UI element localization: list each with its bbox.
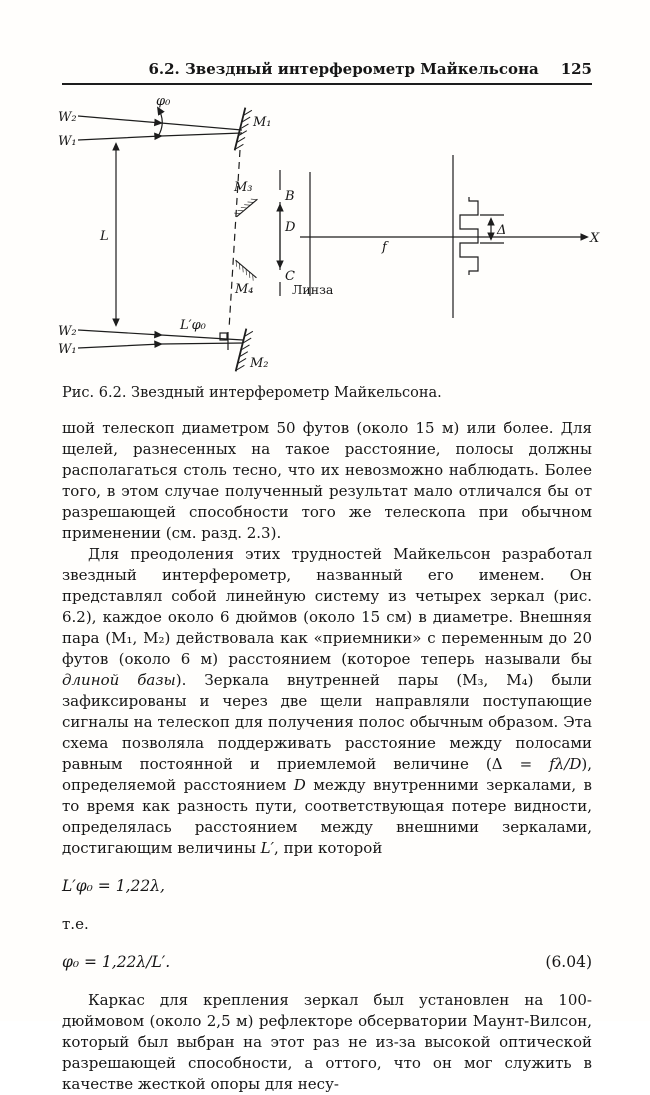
paragraph: Каркас для крепления зеркал был установлен на 100-дюймовом (около 2,5 м) рефлекторе обсерватории Маунт-Вилсон, который был выбран на этот раз не из-за высокой оптической разрешающей способности, а оттого, что он мог служить в качестве жесткой опоры для несу- bbox=[62, 991, 592, 1093]
page-number: 125 bbox=[560, 60, 592, 78]
label-x-axis: X bbox=[590, 231, 600, 246]
interferometer-diagram bbox=[56, 93, 600, 379]
running-head: 6.2. Звездный интерферометр Майкельсона bbox=[148, 60, 539, 78]
body-text bbox=[62, 418, 592, 1095]
ray-w1-top bbox=[78, 133, 242, 140]
label-f: f bbox=[382, 240, 387, 255]
equation-2-number: (6.04) bbox=[545, 953, 592, 971]
fringe-pattern bbox=[460, 197, 478, 275]
equation-2 bbox=[62, 952, 592, 973]
label-m4: M₄ bbox=[235, 282, 254, 297]
paragraph: шой телескоп диаметром 50 футов (около 15 м) или более. Для щелей, разнесенных на такое расстояние, полосы должны располагаться столь тесно, что их невозможно наблюдать. Более того, в этом случае полученный результат мало отличался бы от разрешающей способности того же телескопа при обычном применении (см. разд. 2.3). bbox=[62, 419, 592, 542]
ray-w1-bottom bbox=[78, 343, 243, 348]
label-lens: Линза bbox=[292, 282, 334, 297]
mirror-m4 bbox=[233, 260, 257, 281]
paragraph: Для преодоления этих трудностей Майкельсон разработал звездный интерферометр, названный его именем. Он представлял собой линейную систему из четырех зеркал (рис. 6.2), каждое около 6 дюймов (около 15 см) в диаметре. Внешняя пара (M₁, M₂) действовала как «приемники» с переменным до 20 футов (около 6 м) расстоянием (которое теперь называли бы длиной базы). Зеркала внутренней пары (M₃, M₄) были зафиксированы и через две щели направляли поступающие сигналы на телескоп для получения полос обычным образом. Эта схема позволяла поддерживать расстояние между полосами равным постоянной и приемлемой величине (Δ = fλ/D), определяемой расстоянием D между внутренними зеркалами, в то время как разность пути, соответствующая потере видности, определялась расстоянием между внешними зеркалами, достигающим величины L′, при которой bbox=[62, 545, 593, 857]
page-header bbox=[62, 60, 592, 78]
label-l: L bbox=[100, 229, 109, 244]
equation-2-formula: φ₀ = 1,22λ/L′. bbox=[62, 953, 171, 971]
ray-w2-bottom bbox=[78, 330, 243, 340]
dashed-wavefront bbox=[229, 150, 240, 329]
label-m3: M₃ bbox=[234, 180, 253, 195]
label-delta: Δ bbox=[497, 223, 507, 238]
label-phi0: φ₀ bbox=[156, 94, 171, 109]
ray-w2-top bbox=[78, 116, 242, 130]
label-m2: M₂ bbox=[250, 356, 269, 371]
label-slit-b: B bbox=[285, 189, 295, 204]
figure-caption: Рис. 6.2. Звездный интерферометр Майкельсона. bbox=[62, 385, 442, 401]
diagram-lines bbox=[78, 108, 587, 350]
label-m1: M₁ bbox=[253, 115, 272, 130]
equation-1 bbox=[62, 876, 592, 897]
equation-connector: т.е. bbox=[62, 915, 89, 933]
label-w1-top: W₁ bbox=[58, 134, 77, 149]
header-rule bbox=[62, 83, 592, 85]
label-w1-bottom: W₁ bbox=[58, 342, 77, 357]
label-slit-c: C bbox=[285, 269, 295, 284]
label-w2-top: W₂ bbox=[58, 110, 77, 125]
label-l-phi0: L′φ₀ bbox=[180, 318, 206, 333]
label-dist-d: D bbox=[285, 220, 296, 235]
equation-1-formula: L′φ₀ = 1,22λ, bbox=[62, 877, 165, 895]
label-w2-bottom: W₂ bbox=[58, 324, 77, 339]
figure-6-2 bbox=[58, 93, 600, 401]
